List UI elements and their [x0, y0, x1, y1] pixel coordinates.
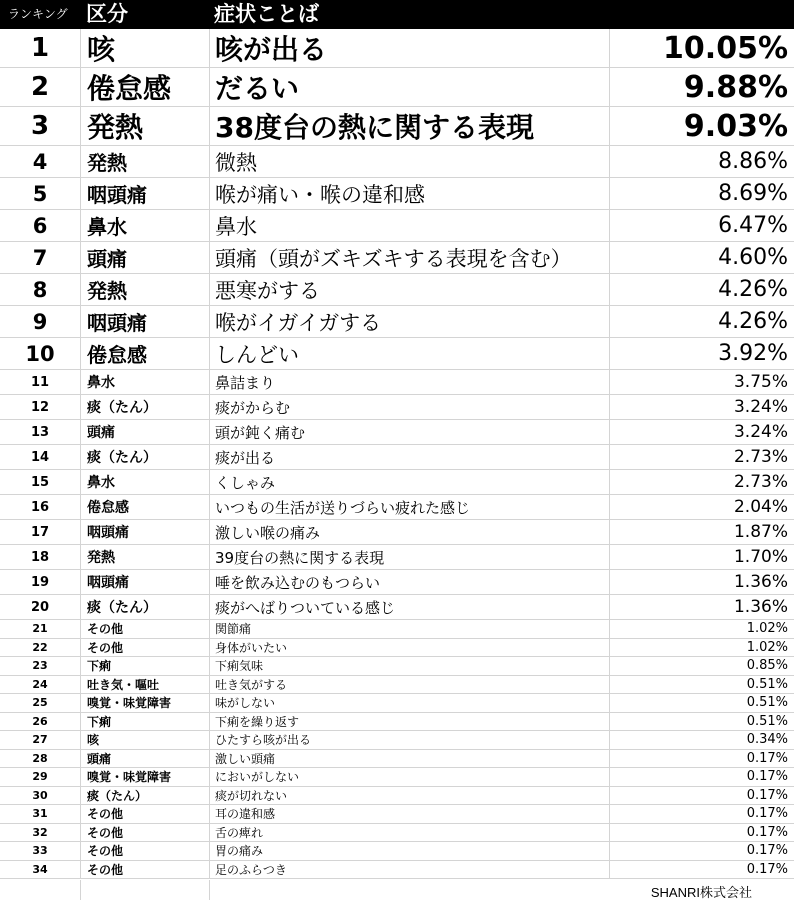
table-row: [0, 146, 794, 178]
table-row: [0, 824, 794, 843]
symptom-cell: くしゃみ: [209, 470, 609, 494]
symptom-cell: 喉がイガイガする: [209, 306, 609, 337]
rank-cell: 7: [32, 245, 48, 270]
table-row: [0, 595, 794, 620]
category-cell: 発熱: [80, 146, 209, 177]
rank-cell: 29: [32, 770, 48, 784]
table-row: [0, 306, 794, 338]
symptom-cell: 身体がいたい: [209, 639, 609, 657]
table-row: [0, 787, 794, 806]
rank-cell: 13: [30, 424, 50, 440]
percent-cell: 0.17%: [609, 824, 794, 842]
percent-cell: 0.17%: [609, 805, 794, 823]
rank-cell: 6: [32, 213, 48, 238]
percent-cell: 0.51%: [609, 676, 794, 694]
symptom-cell: 鼻詰まり: [209, 370, 609, 394]
rank-cell: 14: [30, 449, 50, 465]
category-cell: 発熱: [80, 545, 209, 569]
header-rank: ランキング: [8, 7, 68, 21]
percent-cell: 1.36%: [609, 570, 794, 594]
table-row: [0, 242, 794, 274]
symptom-cell: 味がしない: [209, 694, 609, 712]
percent-cell: 1.36%: [609, 595, 794, 619]
rank-cell: 15: [30, 474, 50, 490]
category-cell: 下痢: [80, 657, 209, 675]
rank-cell: 33: [32, 844, 48, 858]
percent-cell: 10.05%: [609, 29, 794, 67]
category-cell: 頭痛: [80, 420, 209, 444]
category-cell: 痰（たん）: [80, 787, 209, 805]
table-row: [0, 750, 794, 769]
rank-cell: 25: [32, 696, 48, 710]
symptom-cell: 咳が出る: [209, 29, 609, 67]
rank-cell: 24: [32, 677, 48, 691]
percent-cell: 1.70%: [609, 545, 794, 569]
symptom-cell: 胃の痛み: [209, 842, 609, 860]
percent-cell: 4.26%: [609, 306, 794, 337]
category-cell: 鼻水: [80, 210, 209, 241]
symptom-cell: 舌の痺れ: [209, 824, 609, 842]
percent-cell: 1.02%: [609, 620, 794, 638]
table-row: [0, 520, 794, 545]
percent-cell: 9.88%: [609, 68, 794, 106]
percent-cell: 4.60%: [609, 242, 794, 273]
category-cell: 頭痛: [80, 750, 209, 768]
percent-cell: 2.73%: [609, 470, 794, 494]
percent-cell: 3.75%: [609, 370, 794, 394]
table-row: [0, 731, 794, 750]
rank-cell: 10: [25, 341, 55, 366]
rank-cell: 31: [32, 807, 48, 821]
category-cell: 下痢: [80, 713, 209, 731]
table-row: [0, 694, 794, 713]
table-row: [0, 768, 794, 787]
symptom-cell: 微熱: [209, 146, 609, 177]
symptom-cell: 痰が切れない: [209, 787, 609, 805]
category-cell: 鼻水: [80, 370, 209, 394]
table-row: [0, 639, 794, 658]
symptom-cell: ひたすら咳が出る: [209, 731, 609, 749]
table-row: [0, 570, 794, 595]
table-row: [0, 274, 794, 306]
rank-cell: 28: [32, 751, 48, 765]
percent-cell: 2.04%: [609, 495, 794, 519]
percent-cell: 0.85%: [609, 657, 794, 675]
symptom-cell: 痰がへばりついている感じ: [209, 595, 609, 619]
rank-cell: 8: [32, 277, 48, 302]
rank-cell: 23: [32, 659, 48, 673]
category-cell: その他: [80, 639, 209, 657]
category-cell: 発熱: [80, 107, 209, 145]
category-cell: その他: [80, 620, 209, 638]
rank-cell: 27: [32, 733, 48, 747]
symptom-cell: 足のふらつき: [209, 861, 609, 879]
category-cell: 痰（たん）: [80, 445, 209, 469]
percent-cell: 2.73%: [609, 445, 794, 469]
table-row: [0, 657, 794, 676]
symptom-cell: 喉が痛い・喉の違和感: [209, 178, 609, 209]
category-cell: 痰（たん）: [80, 595, 209, 619]
rank-cell: 26: [32, 714, 48, 728]
symptom-cell: 39度台の熱に関する表現: [209, 545, 609, 569]
table-row: [0, 370, 794, 395]
rank-cell: 9: [32, 309, 48, 334]
table-row: [0, 861, 794, 880]
table-footer: [0, 880, 794, 900]
category-cell: 咽頭痛: [80, 306, 209, 337]
category-cell: 咽頭痛: [80, 570, 209, 594]
symptom-cell: 38度台の熱に関する表現: [209, 107, 609, 145]
percent-cell: 3.24%: [609, 420, 794, 444]
category-cell: その他: [80, 842, 209, 860]
percent-cell: 0.17%: [609, 861, 794, 879]
category-cell: その他: [80, 805, 209, 823]
category-cell: 頭痛: [80, 242, 209, 273]
percent-cell: 1.87%: [609, 520, 794, 544]
rank-cell: 16: [30, 499, 50, 515]
table-row: [0, 842, 794, 861]
category-cell: 咽頭痛: [80, 178, 209, 209]
rank-cell: 20: [30, 599, 50, 615]
percent-cell: 0.34%: [609, 731, 794, 749]
percent-cell: 0.51%: [609, 713, 794, 731]
rank-cell: 32: [32, 825, 48, 839]
category-cell: 嗅覚・味覚障害: [80, 694, 209, 712]
percent-cell: 0.17%: [609, 842, 794, 860]
symptom-cell: 激しい頭痛: [209, 750, 609, 768]
category-cell: 嗅覚・味覚障害: [80, 768, 209, 786]
category-cell: 発熱: [80, 274, 209, 305]
percent-cell: 8.69%: [609, 178, 794, 209]
rank-cell: 12: [30, 399, 50, 415]
percent-cell: 0.17%: [609, 750, 794, 768]
table-row: [0, 68, 794, 107]
rank-cell: 4: [32, 149, 48, 174]
percent-cell: 0.17%: [609, 768, 794, 786]
category-cell: 倦怠感: [80, 495, 209, 519]
table-row: [0, 395, 794, 420]
table-row: [0, 805, 794, 824]
percent-cell: 3.24%: [609, 395, 794, 419]
table-row: [0, 470, 794, 495]
rank-cell: 2: [30, 72, 50, 102]
table-row: [0, 545, 794, 570]
percent-cell: 8.86%: [609, 146, 794, 177]
rank-cell: 5: [32, 181, 48, 206]
symptom-cell: においがしない: [209, 768, 609, 786]
symptom-cell: 関節痛: [209, 620, 609, 638]
symptom-cell: 頭が鈍く痛む: [209, 420, 609, 444]
rank-cell: 18: [30, 549, 50, 565]
table-row: [0, 713, 794, 732]
table-row: [0, 495, 794, 520]
rank-cell: 3: [30, 111, 50, 141]
percent-cell: 4.26%: [609, 274, 794, 305]
symptom-cell: 耳の違和感: [209, 805, 609, 823]
table-row: [0, 420, 794, 445]
category-cell: その他: [80, 861, 209, 879]
rank-cell: 17: [30, 524, 50, 540]
rank-cell: 34: [32, 862, 48, 876]
symptom-cell: 頭痛（頭がズキズキする表現を含む）: [209, 242, 609, 273]
symptom-cell: しんどい: [209, 338, 609, 369]
table-row: [0, 29, 794, 68]
symptom-cell: いつもの生活が送りづらい疲れた感じ: [209, 495, 609, 519]
percent-cell: 0.17%: [609, 787, 794, 805]
symptom-cell: 下痢を繰り返す: [209, 713, 609, 731]
header-category: 区分: [86, 2, 128, 26]
category-cell: 倦怠感: [80, 338, 209, 369]
table-header: [0, 0, 794, 29]
rank-cell: 11: [30, 374, 50, 390]
rank-cell: 1: [30, 33, 50, 63]
percent-cell: 6.47%: [609, 210, 794, 241]
category-cell: 倦怠感: [80, 68, 209, 106]
rank-cell: 30: [32, 788, 48, 802]
symptom-cell: だるい: [209, 68, 609, 106]
category-cell: 咳: [80, 29, 209, 67]
percent-cell: 3.92%: [609, 338, 794, 369]
table-row: [0, 107, 794, 146]
credit-text: SHANRI株式会社: [650, 885, 752, 900]
category-cell: 咽頭痛: [80, 520, 209, 544]
symptom-cell: 鼻水: [209, 210, 609, 241]
table-row: [0, 676, 794, 695]
table-row: [0, 338, 794, 370]
header-symptom: 症状ことば: [214, 2, 319, 26]
category-cell: 咳: [80, 731, 209, 749]
rank-cell: 19: [30, 574, 50, 590]
category-cell: 吐き気・嘔吐: [80, 676, 209, 694]
category-cell: その他: [80, 824, 209, 842]
symptom-cell: 痰が出る: [209, 445, 609, 469]
table-row: [0, 445, 794, 470]
percent-cell: 1.02%: [609, 639, 794, 657]
table-row: [0, 620, 794, 639]
table-row: [0, 178, 794, 210]
category-cell: 鼻水: [80, 470, 209, 494]
symptom-cell: 悪寒がする: [209, 274, 609, 305]
table-row: [0, 210, 794, 242]
rank-cell: 22: [32, 640, 48, 654]
symptom-cell: 痰がからむ: [209, 395, 609, 419]
category-cell: 痰（たん）: [80, 395, 209, 419]
percent-cell: 0.51%: [609, 694, 794, 712]
symptom-cell: 激しい喉の痛み: [209, 520, 609, 544]
symptom-cell: 吐き気がする: [209, 676, 609, 694]
symptom-cell: 下痢気味: [209, 657, 609, 675]
symptom-cell: 唾を飲み込むのもつらい: [209, 570, 609, 594]
percent-cell: 9.03%: [609, 107, 794, 145]
rank-cell: 21: [32, 622, 48, 636]
